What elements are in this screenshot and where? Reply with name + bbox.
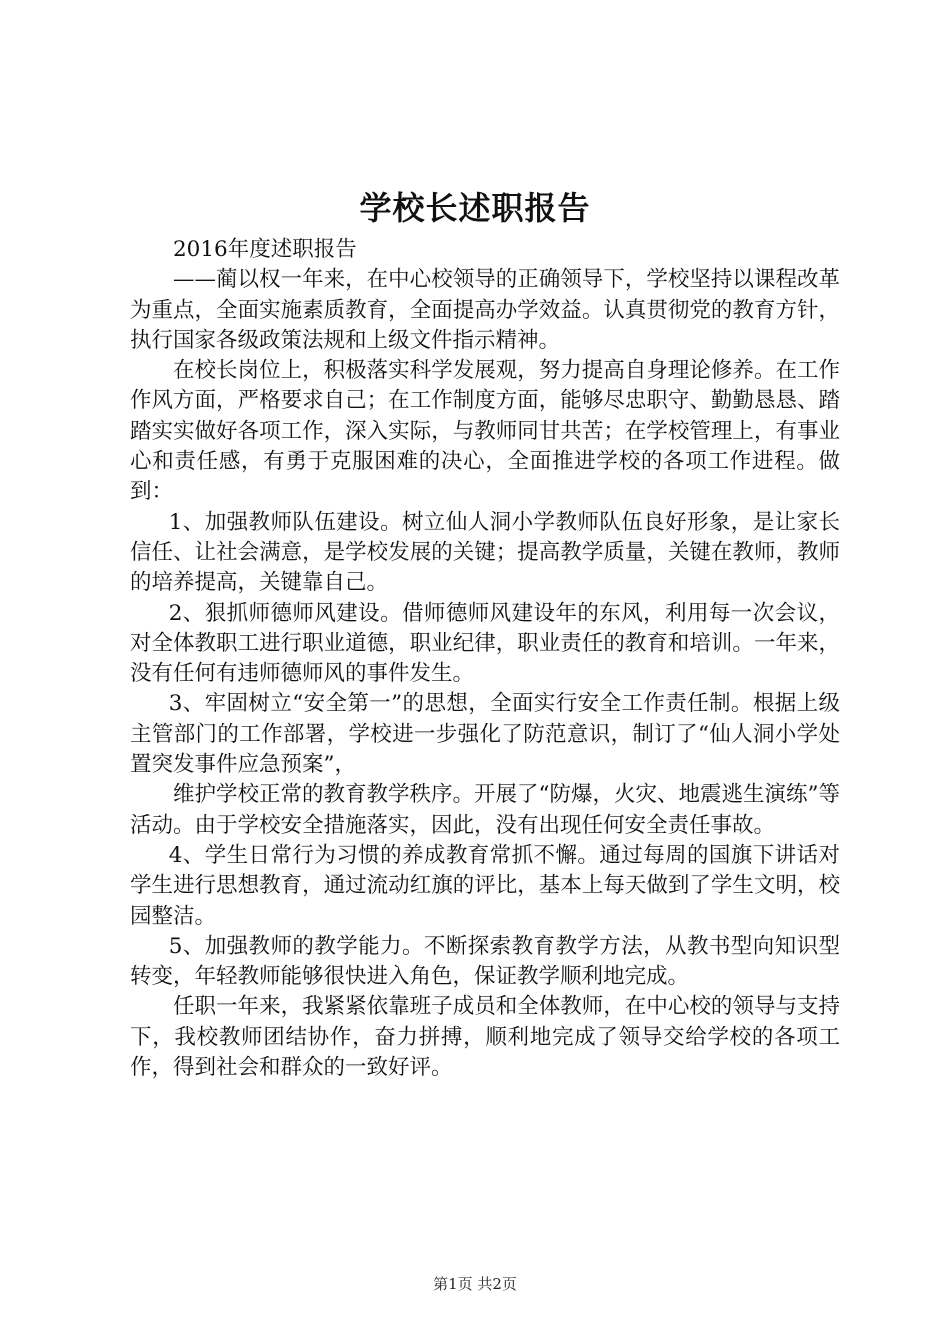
- report-subtitle: 2016年度述职报告: [173, 237, 357, 262]
- paragraph-item-5: 5、加强教师的教学能力。不断探索教育教学方法，从教书型向知识型转变，年轻教师能够很快进入角色，保证教学顺利地完成。: [130, 933, 840, 990]
- paragraph-item-3-continued: 维护学校正常的教育教学秩序。开展了“防爆，火灾、地震逃生演练”等活动。由于学校安全措施落实，因此，没有出现任何安全责任事故。: [130, 782, 840, 838]
- paragraph-summary: 任职一年来，我紧紧依靠班子成员和全体教师，在中心校的领导与支持下，我校教师团结协作，奋力拼搏，顺利地完成了领导交给学校的各项工作，得到社会和群众的一致好评。: [130, 994, 840, 1081]
- paragraph-item-4: 4、学生日常行为习惯的养成教育常抓不懈。通过每周的国旗下讲话对学生进行思想教育，通过流动红旗的评比，基本上每天做到了学生文明，校园整洁。: [130, 842, 840, 929]
- paragraph-item-3: 3、牢固树立“安全第一”的思想，全面实行安全工作责任制。根据上级主管部门的工作部署，学校进一步强化了防范意识，制订了“仙人洞小学处置突发事件应急预案”，: [130, 691, 840, 778]
- paragraph-position: 在校长岗位上，积极落实科学发展观，努力提高自身理论修养。在工作作风方面，严格要求自己；在工作制度方面，能够尽忠职守、勤勤恳恳、踏踏实实做好各项工作，深入实际，与教师同甘共苦；在学校管理上，有事业心和责任感，有勇于克服困难的决心，全面推进学校的各项工作进程。做到：: [130, 358, 840, 505]
- paragraph-intro: ——蔺以权一年来，在中心校领导的正确领导下，学校坚持以课程改革为重点，全面实施素质教育，全面提高办学效益。认真贯彻党的教育方针，执行国家各级政策法规和上级文件指示精神。: [130, 267, 840, 353]
- paragraph-item-1: 1、加强教师队伍建设。树立仙人洞小学教师队伍良好形象，是让家长信任、让社会满意，是学校发展的关键；提高教学质量，关键在教师，教师的培养提高，关键靠自己。: [130, 509, 840, 596]
- page-title: 学校长述职报告: [359, 189, 591, 227]
- paragraph-item-2: 2、狠抓师德师风建设。借师德师风建设年的东风，利用每一次会议，对全体教职工进行职业道德，职业纪律，职业责任的教育和培训。一年来，没有任何有违师德师风的事件发生。: [130, 600, 840, 687]
- page-number-footer: 第1页 共2页: [433, 1275, 517, 1293]
- report-body: [130, 235, 840, 1083]
